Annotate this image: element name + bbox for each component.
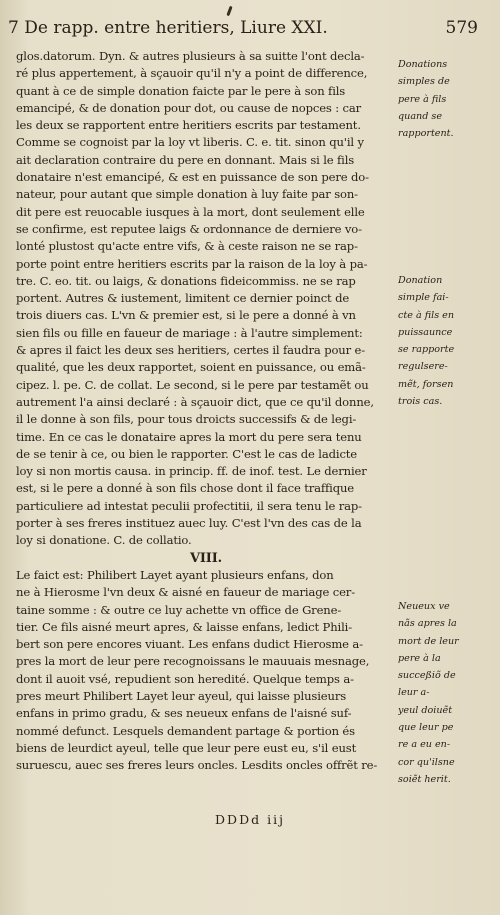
text-line: porter à ses freres instituez auec luy. C'est l'vn des cas de la [16, 516, 362, 531]
text-line: biens de leurdict ayeul, telle que leur pere eust eu, s'il eust [16, 740, 357, 755]
margin-note-line: cte à fils en [398, 309, 455, 321]
text-line: pres la mort de leur pere recognoissans le mauuais mesnage, [16, 654, 370, 669]
margin-note-line: Neueux ve [398, 601, 450, 612]
text-line: quant à ce de simple donation faicte par le pere à son fils [16, 83, 346, 98]
text-line: ne à Hierosme l'vn deux & aisné en faueur de mariage cer- [16, 585, 355, 600]
text-line: sien fils ou fille en faueur de mariage : à l'autre simplement: [16, 325, 363, 340]
text-line: bert son pere encores viuant. Les enfans dudict Hierosme a- [16, 637, 363, 652]
margin-note-line: re a eu en- [398, 739, 451, 751]
text-line: loy si donatione. C. de collatio. [16, 533, 192, 548]
margin-note-line: regulsere- [398, 361, 448, 373]
margin-note-line: pere à la [398, 652, 441, 664]
running-title: 7 De rapp. entre heritiers, Liure XXI. [8, 18, 328, 38]
section-heading: VIII. [189, 550, 223, 566]
margin-note-line: succeßiõ de [398, 670, 456, 682]
margin-note-line: Donations [398, 59, 448, 70]
margin-note-donations [398, 56, 496, 142]
text-line: taine somme : & outre ce luy achette vn office de Grene- [16, 602, 342, 617]
text-line: nommé defunct. Lesquels demandent partage & portion és [16, 723, 355, 738]
margin-note-line: mẽt, forsen [398, 378, 454, 390]
text-line: trois diuers cas. L'vn & premier est, si le pere a donné à vn [16, 308, 356, 323]
text-line: & apres il faict les deux ses heritiers, certes il faudra pour e- [16, 343, 366, 358]
margin-note-line: nãs apres la [398, 618, 457, 630]
text-line: tier. Ce fils aisné meurt apres, & laisse enfans, ledict Phili- [16, 619, 352, 634]
margin-note-line: simples de [398, 76, 450, 88]
text-line: de se tenir à ce, ou bien le rapporter. C'est le cas de ladicte [16, 446, 358, 461]
text-line: suruescu, auec ses freres leurs oncles. Lesdits oncles offrẽt re- [16, 758, 378, 773]
margin-note-line: leur a- [398, 687, 430, 699]
text-line: nateur, pour autant que simple donation à luy faite par son- [16, 187, 358, 202]
running-header [8, 18, 478, 38]
signature-mark: DDDd iij [215, 812, 285, 827]
text-line: se confirme, est reputee laigs & ordonnance de derniere vo- [16, 221, 362, 236]
text-line: les deux se rapportent entre heritiers escrits par testament. [16, 118, 361, 133]
margin-note-line: cor qu'ilsne [398, 756, 455, 768]
text-line: dit pere est reuocable iusques à la mort, dont seulement elle [16, 204, 365, 219]
text-line: autrement l'a ainsi declaré : à sçauoir dict, que ce qu'il donne, [16, 394, 374, 409]
text-line: time. En ce cas le donataire apres la mort du pere sera tenu [16, 429, 362, 444]
text-line: donataire n'est emancipé, & est en puissance de son pere do- [16, 170, 369, 185]
text-line: il le donne à son fils, pour tous droicts successifs & de legi- [16, 412, 357, 427]
margin-note-line: pere à fils [398, 93, 447, 105]
margin-note-line: que leur pe [398, 722, 454, 734]
text-line: portent. Autres & iustement, limitent ce dernier poinct de [16, 291, 350, 306]
text-line: porte point entre heritiers escrits par la raison de la loy à pa- [16, 256, 368, 271]
margin-note-line: simple fai- [398, 292, 449, 304]
margin-note-line: rapportent. [398, 128, 454, 140]
text-line: cipez. l. pe. C. de collat. Le second, si le pere par testamẽt ou [16, 377, 369, 392]
margin-note-line: se rapporte [398, 344, 455, 356]
text-line: qualité, que les deux rapportet, soient en puissance, ou emã- [16, 360, 366, 375]
margin-note-neueux [398, 598, 496, 788]
text-line: glos.datorum. Dyn. & autres plusieurs à sa suitte l'ont decla- [16, 49, 365, 63]
text-line: pres meurt Philibert Layet leur ayeul, qui laisse plusieurs [16, 688, 347, 703]
margin-note-line: trois cas. [398, 396, 443, 408]
text-line: est, si le pere a donné à son fils chose dont il face traffique [16, 481, 355, 496]
text-line: tre. C. eo. tit. ou laigs, & donations fideicommiss. ne se rap [16, 273, 356, 288]
text-line: enfans in primo gradu, & ses neueux enfans de l'aisné suf- [16, 706, 352, 721]
text-line: Le faict est: Philibert Layet ayant plusieurs enfans, don [16, 567, 334, 582]
text-line: dont il auoit vsé, repudient son heredité. Quelque temps a- [16, 671, 354, 686]
ink-mark [226, 6, 232, 16]
text-line: lonté plustost qu'acte entre vifs, & à ceste raison ne se rap- [16, 239, 358, 254]
text-line: loy si non mortis causa. in princip. ff. de inof. test. Le dernier [16, 464, 367, 479]
text-line: ré plus appertement, à sçauoir qu'il n'y a point de difference, [16, 66, 368, 81]
text-line: particuliere ad intestat peculii profectitii, il sera tenu le rap- [16, 498, 362, 513]
text-line: ait declaration contraire du pere en donnant. Mais si le fils [16, 152, 355, 167]
margin-note-donation-simple [398, 272, 496, 410]
margin-note-line: yeul doiuẽt [398, 704, 453, 716]
margin-note-line: mort de leur [398, 635, 459, 647]
margin-note-line: quand se [398, 110, 443, 122]
text-line: emancipé, & de donation pour dot, ou cause de nopces : car [16, 100, 362, 115]
margin-note-line: Donation [398, 275, 443, 286]
page-number: 579 [445, 18, 478, 38]
margin-note-line: puissaunce [398, 326, 453, 338]
main-text [16, 48, 396, 774]
text-line: Comme se cognoist par la loy vt liberis. C. e. tit. sinon qu'il y [16, 135, 364, 150]
margin-note-line: soiẽt herit. [398, 773, 451, 785]
